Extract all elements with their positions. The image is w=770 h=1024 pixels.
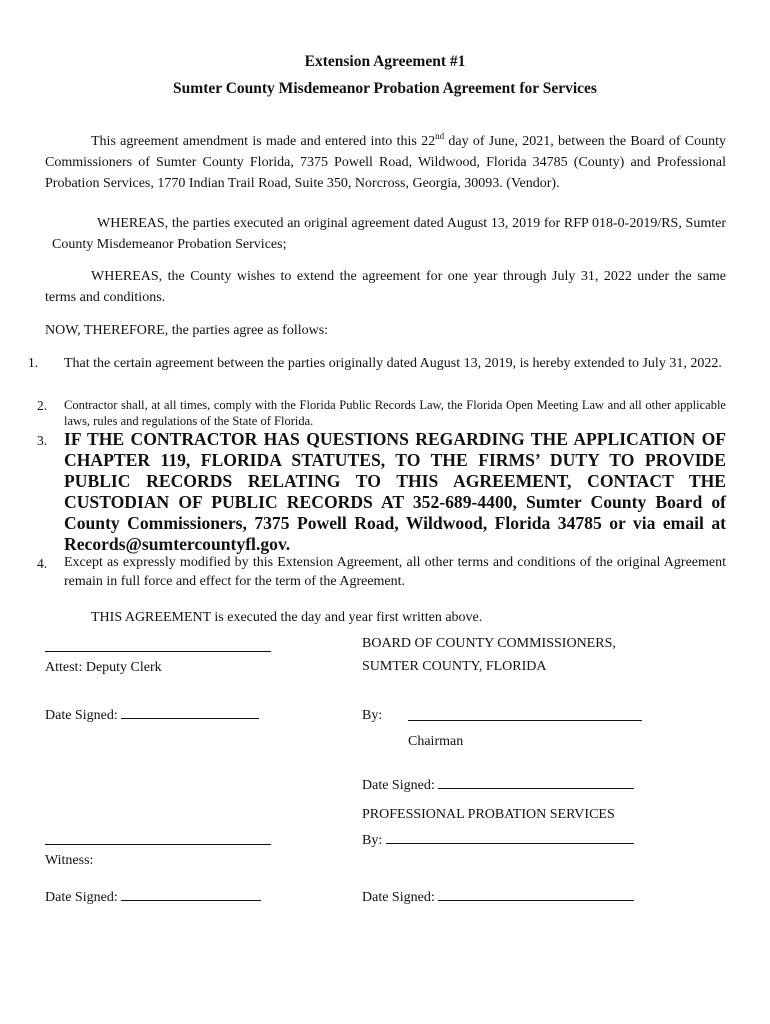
whereas-paragraph-2: WHEREAS, the County wishes to extend the agreement for one year through July 31, 2022 under the same terms and conditions.: [45, 269, 726, 305]
attest-date-signed: [45, 705, 259, 725]
now-therefore-paragraph: NOW, THEREFORE, the parties agree as follows:: [45, 323, 329, 338]
witness-label: Witness:: [45, 853, 94, 868]
intro-paragraph: [45, 131, 726, 194]
date-signed-label: Date Signed:: [362, 890, 435, 905]
list-item-3-notice: IF THE CONTRACTOR HAS QUESTIONS REGARDING THE APPLICATION OF CHAPTER 119, FLORIDA STATUTES, TO THE FIRMS’ DUTY TO PROVIDE PUBLIC RECORDS RELATING TO THIS AGREEMENT, CONTACT THE CUSTODIAN OF PUBLIC RECORDS AT 352-689-4400, Sumter County Board of County Commissioners, 7375 Powell Road, Wildwood, Florida 34785 or via email at Records@sumtercountyfl.gov.: [64, 429, 726, 554]
document-title: Extension Agreement #1: [304, 53, 466, 70]
board-name-line1: BOARD OF COUNTY COMMISSIONERS,: [362, 636, 616, 651]
witness-signature-line[interactable]: [45, 844, 271, 845]
chairman-signature-line[interactable]: [408, 720, 642, 721]
vendor-date-signed: [362, 887, 634, 907]
list-item-2: Contractor shall, at all times, comply with the Florida Public Records Law, the Florida Open Meeting Law and all other applicable laws, rules and regulations of the State of Florida.: [64, 398, 726, 428]
list-item-number: 3.: [37, 433, 48, 448]
attest-date-line[interactable]: [121, 705, 259, 719]
vendor-by: [362, 830, 634, 850]
vendor-date-line[interactable]: [438, 887, 634, 901]
executed-statement: THIS AGREEMENT is executed the day and year first written above.: [91, 610, 483, 625]
whereas-paragraph-1: WHEREAS, the parties executed an original agreement dated August 13, 2019 for RFP 018-0-2019/RS, Sumter County Misdemeanor Probation Services;: [52, 216, 726, 252]
board-name-line2: SUMTER COUNTY, FLORIDA: [362, 659, 547, 674]
chairman-date-signed: [362, 775, 634, 795]
list-item-number: 4.: [37, 556, 48, 571]
document-subtitle: Sumter County Misdemeanor Probation Agreement for Services: [173, 80, 597, 97]
list-item-4: Except as expressly modified by this Extension Agreement, all other terms and conditions of the original Agreement remain in full force and effect for the term of the Agreement.: [64, 555, 726, 589]
witness-date-line[interactable]: [121, 887, 261, 901]
chairman-date-line[interactable]: [438, 775, 634, 789]
chairman-by-label: By:: [362, 708, 383, 723]
attest-label: Attest: Deputy Clerk: [45, 660, 162, 675]
chairman-label: Chairman: [408, 734, 464, 749]
intro-text-start: This agreement amendment is made and entered into this 22: [91, 134, 436, 149]
vendor-signature-line[interactable]: [386, 830, 634, 844]
date-signed-label: Date Signed:: [45, 708, 118, 723]
intro-ordinal-suffix: nd: [435, 131, 445, 141]
list-item-number: 1.: [28, 355, 39, 370]
by-label: By:: [362, 833, 383, 848]
vendor-name: PROFESSIONAL PROBATION SERVICES: [362, 807, 615, 822]
intro-text-end: day of June, 2021, between the Board of County Commissioners of Sumter County Florida, 7375 Powell Road, Wildwood, Florida 34785 (County) and Professional Probation Services, 1770 Indian Trail Road, Suite 350, Norcross, Georgia, 30093. (Vendor).: [45, 134, 726, 191]
date-signed-label: Date Signed:: [362, 778, 435, 793]
witness-date-signed: [45, 887, 261, 907]
attest-signature-line[interactable]: [45, 651, 271, 652]
list-item-1: That the certain agreement between the parties originally dated August 13, 2019, is hereby extended to July 31, 2022.: [64, 356, 722, 371]
list-item-number: 2.: [37, 398, 48, 413]
date-signed-label: Date Signed:: [45, 890, 118, 905]
